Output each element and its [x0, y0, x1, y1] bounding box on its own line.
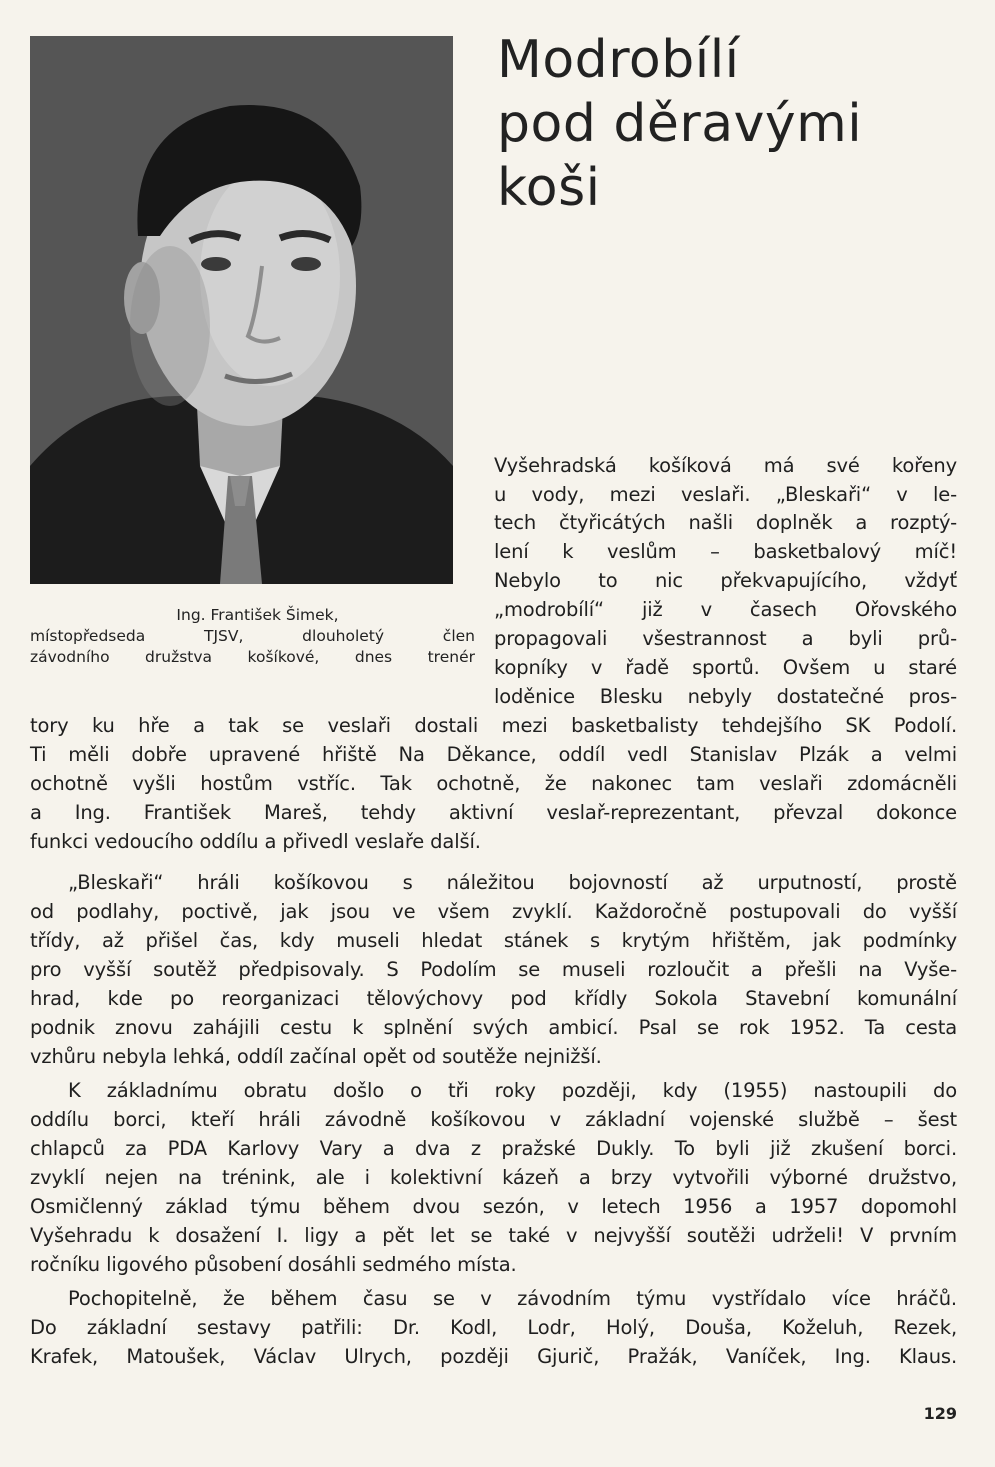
article-title: [497, 28, 967, 220]
text-line: Vyšehradská košíková má své kořeny: [494, 454, 957, 477]
text-line: K základnímu obratu došlo o tři roky později, kdy (1955) nastoupili do: [68, 1079, 957, 1102]
text-line: pro vyšší soutěž předpisovaly. S Podolím se museli rozloučit a přešli na Vyše-: [30, 958, 957, 981]
text-line: vzhůru nebyla lehká, oddíl začínal opět od soutěže nejnižší.: [30, 1045, 602, 1068]
text-line: u vody, mezi veslaři. „Bleskaři“ v le-: [494, 483, 957, 506]
text-line: Krafek, Matoušek, Václav Ulrych, později Gjurič, Pražák, Vaníček, Ing. Klaus.: [30, 1345, 957, 1368]
text-line: propagovali všestrannost a byli prů-: [494, 627, 957, 650]
text-line: Ti měli dobře upravené hřiště Na Děkance, oddíl vedl Stanislav Plzák a velmi: [30, 743, 957, 766]
portrait-illustration: [30, 36, 453, 584]
text-line: oddílu borci, kteří hráli závodně košíkovou v základní vojenské službě – šest: [30, 1108, 957, 1131]
text-line: Nebylo to nic překvapujícího, vždyť: [494, 569, 957, 592]
text-line: Osmičlenný základ týmu během dvou sezón, v letech 1956 a 1957 dopomohl: [30, 1195, 957, 1218]
text-line: ročníku ligového působení dosáhli sedmého místa.: [30, 1253, 517, 1276]
portrait-photo: [30, 36, 453, 584]
text-line: tech čtyřicátých našli doplněk a rozptý-: [494, 511, 957, 534]
text-line: kopníky v řadě sportů. Ovšem u staré: [494, 656, 957, 679]
title-line: koši: [497, 158, 601, 218]
text-line: „modrobílí“ již v časech Ořovského: [494, 598, 957, 621]
text-line: hrad, kde po reorganizaci tělovýchovy pod křídly Sokola Stavební komunální: [30, 987, 957, 1010]
text-line: „Bleskaři“ hráli košíkovou s náležitou bojovností až urputností, prostě: [68, 871, 957, 894]
text-line: od podlahy, poctivě, jak jsou ve všem zvyklí. Každoročně postupovali do vyšší: [30, 900, 957, 923]
text-line: zvyklí nejen na trénink, ale i kolektivní kázeň a brzy vytvořili výborné družstvo,: [30, 1166, 957, 1189]
text-line: a Ing. František Mareš, tehdy aktivní veslař-reprezentant, převzal dokonce: [30, 801, 957, 824]
text-line: loděnice Blesku nebyly dostatečné pros-: [494, 685, 957, 708]
caption-line: Ing. František Šimek,: [176, 606, 339, 624]
text-line: chlapců za PDA Karlovy Vary a dva z pražské Dukly. To byli již zkušení borci.: [30, 1137, 957, 1160]
caption-line: místopředseda TJSV, dlouholetý člen: [30, 627, 475, 645]
photo-caption: [30, 605, 475, 668]
text-line: tory ku hře a tak se veslaři dostali mezi basketbalisty tehdejšího SK Podolí.: [30, 714, 957, 737]
text-line: podnik znovu zahájili cestu k splnění svých ambicí. Psal se rok 1952. Ta cesta: [30, 1016, 957, 1039]
text-line: funkci vedoucího oddílu a přivedl veslaře další.: [30, 830, 481, 853]
text-line: Do základní sestavy patřili: Dr. Kodl, Lodr, Holý, Douša, Koželuh, Rezek,: [30, 1316, 957, 1339]
page-number: 129: [923, 1404, 957, 1423]
text-line: ochotně vyšli hostům vstříc. Tak ochotně, že nakonec tam veslaři zdomácněli: [30, 772, 957, 795]
title-line: Modrobílí: [497, 30, 740, 90]
text-line: lení k veslům – basketbalový míč!: [494, 540, 957, 563]
text-line: třídy, až přišel čas, kdy museli hledat stánek s krytým hřištěm, jak podmínky: [30, 929, 957, 952]
title-line: pod děravými: [497, 94, 863, 154]
caption-line: závodního družstva košíkové, dnes trenér: [30, 648, 475, 666]
text-line: Vyšehradu k dosažení I. ligy a pět let se také v nejvyšší soutěži udrželi! V prvním: [30, 1224, 957, 1247]
text-line: Pochopitelně, že během času se v závodním týmu vystřídalo více hráčů.: [68, 1287, 957, 1310]
